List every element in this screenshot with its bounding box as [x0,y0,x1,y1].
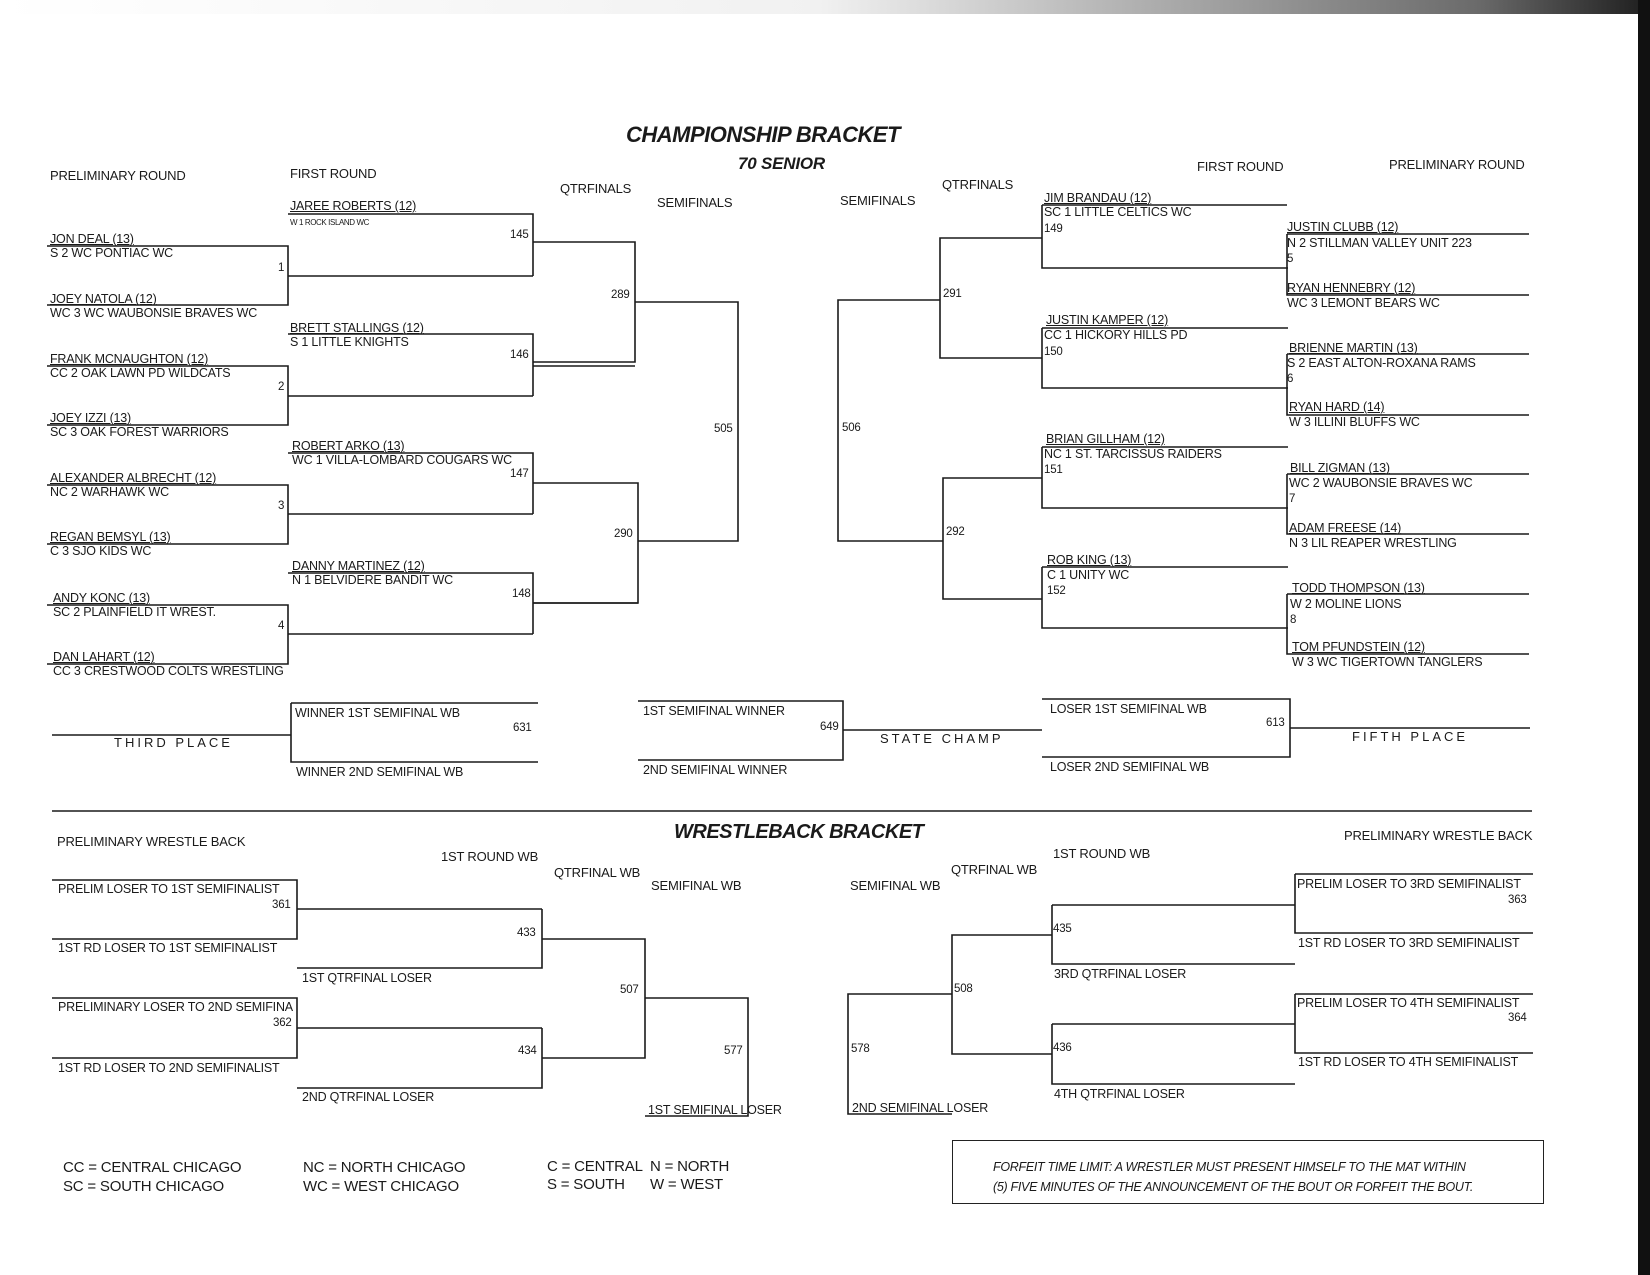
bout-number: 631 [513,722,532,734]
wrestler-name: FRANK MCNAUGHTON (12) [50,352,209,366]
wrestler-name: ALEXANDER ALBRECHT (12) [50,471,217,485]
bout-number: 145 [510,229,529,241]
wb-left-first-2 [297,1028,542,1088]
wb-slot: PRELIM LOSER TO 3RD SEMIFINALIST [1297,877,1521,891]
legend-item: SC = SOUTH CHICAGO [63,1178,225,1195]
wrestler-name: BRIAN GILLHAM (12) [1046,432,1165,446]
wrestler-team: SC 3 OAK FOREST WARRIORS [50,425,229,439]
bout-number: 508 [954,983,973,995]
bout-number: 362 [273,1017,292,1029]
wrestler-name: JUSTIN KAMPER (12) [1046,313,1169,327]
bout-number: 292 [946,526,965,538]
legend-item: WC = WEST CHICAGO [303,1178,459,1195]
bout-number: 2 [278,381,285,393]
wrestler-name: JIM BRANDAU (12) [1044,191,1152,205]
wb-loser-slot: 1ST QTRFINAL LOSER [302,971,432,985]
forfeit-notice-text [993,1157,1473,1197]
header-wb-qtr-left: QTRFINAL WB [554,865,641,880]
bout-number: 364 [1508,1012,1527,1024]
forfeit-notice-line1: FORFEIT TIME LIMIT: A WRESTLER MUST PRESENT HIMSELF TO THE MAT WITHIN [993,1160,1466,1174]
header-first-round-left: FIRST ROUND [290,166,377,181]
bout-number: 146 [510,349,529,361]
header-preliminary-left: PRELIMINARY ROUND [50,168,186,183]
wrestler-name: TODD THOMPSON (13) [1292,581,1425,595]
bout-number: 147 [510,468,529,480]
wrestler-name: REGAN BEMSYL (13) [50,530,171,544]
bout-number: 152 [1047,585,1066,597]
wb-slot: PRELIMINARY LOSER TO 2ND SEMIFINA [58,1000,293,1014]
header-semifinals-right: SEMIFINALS [840,193,916,208]
state-champ-label: STATE CHAMP [880,731,1004,746]
wrestler-team: WC 3 LEMONT BEARS WC [1287,296,1440,310]
bout-number: 577 [724,1045,743,1057]
wrestler-team: S 1 LITTLE KNIGHTS [290,335,409,349]
wb-slot: PRELIM LOSER TO 1ST SEMIFINALIST [58,882,280,896]
wb-slot-clip [58,1000,296,1014]
bout-number: 578 [851,1043,870,1055]
bout-number: 289 [611,289,630,301]
wrestler-name: JON DEAL (13) [50,232,134,246]
wrestler-team: WC 2 WAUBONSIE BRAVES WC [1289,476,1473,490]
wrestler-name: JUSTIN CLUBB (12) [1287,220,1399,234]
wrestler-team: W 3 WC TIGERTOWN TANGLERS [1292,655,1483,669]
wrestler-team: S 2 WC PONTIAC WC [50,246,173,260]
bout-number: 1 [278,262,285,274]
wrestler-name: BILL ZIGMAN (13) [1290,461,1390,475]
wrestler-team: WC 1 VILLA-LOMBARD COUGARS WC [292,453,512,467]
bout-number: 435 [1053,923,1072,935]
header-wb-first-left: 1ST ROUND WB [441,849,539,864]
wrestler-team: NC 1 ST. TARCISSUS RAIDERS [1044,447,1222,461]
fifth-place-top: LOSER 1ST SEMIFINAL WB [1050,702,1207,716]
wrestler-name: DANNY MARTINEZ (12) [292,559,425,573]
bout-number: 8 [1290,614,1297,626]
header-wb-prelim-left: PRELIMINARY WRESTLE BACK [57,834,246,849]
wrestler-team: N 2 STILLMAN VALLEY UNIT 223 [1287,236,1472,250]
wrestler-name: ROB KING (13) [1047,553,1132,567]
header-wb-qtr-right: QTRFINAL WB [951,862,1038,877]
legend-item: N = NORTH [650,1158,730,1175]
header-wb-first-right: 1ST ROUND WB [1053,846,1151,861]
wb-loser-slot: 2ND QTRFINAL LOSER [302,1090,435,1104]
header-wb-semi-right: SEMIFINAL WB [850,878,941,893]
third-place-bottom: WINNER 2ND SEMIFINAL WB [296,765,464,779]
legend-item: C = CENTRAL [547,1158,643,1175]
bout-number: 4 [278,620,285,632]
wb-slot: 1ST RD LOSER TO 1ST SEMIFINALIST [58,941,278,955]
bout-number: 5 [1287,253,1294,265]
wrestler-team: SC 2 PLAINFIELD IT WREST. [53,605,216,619]
wrestler-team: W 3 ILLINI BLUFFS WC [1289,415,1420,429]
header-wb-semi-left: SEMIFINAL WB [651,878,742,893]
forfeit-notice-line2: (5) FIVE MINUTES OF THE ANNOUNCEMENT OF THE BOUT OR FORFEIT THE BOUT. [993,1180,1474,1194]
wrestler-team: W 2 MOLINE LIONS [1290,597,1402,611]
bout-number: 3 [278,500,285,512]
wb-slot: PRELIM LOSER TO 4TH SEMIFINALIST [1297,996,1520,1010]
wb-semi-loser: 2ND SEMIFINAL LOSER [852,1101,989,1115]
wrestler-team: N 1 BELVIDERE BANDIT WC [292,573,453,587]
bout-number: 363 [1508,894,1527,906]
bout-number: 151 [1044,464,1063,476]
state-champ-top: 1ST SEMIFINAL WINNER [643,704,785,718]
legend-item: CC = CENTRAL CHICAGO [63,1159,242,1176]
header-qtrfinals-left: QTRFINALS [560,181,632,196]
wb-slot: 1ST RD LOSER TO 3RD SEMIFINALIST [1298,936,1520,950]
wrestler-team: SC 1 LITTLE CELTICS WC [1044,205,1192,219]
state-champ-bottom: 2ND SEMIFINAL WINNER [643,763,788,777]
wrestler-team: CC 3 CRESTWOOD COLTS WRESTLING [53,664,284,678]
header-preliminary-right: PRELIMINARY ROUND [1389,157,1525,172]
wb-loser-slot: 3RD QTRFINAL LOSER [1054,967,1187,981]
third-place-label: THIRD PLACE [114,735,233,750]
wb-slot: 1ST RD LOSER TO 4TH SEMIFINALIST [1298,1055,1519,1069]
bout-number: 505 [714,423,733,435]
bout-number: 436 [1053,1042,1072,1054]
bout-number: 434 [518,1045,537,1057]
wrestler-team: CC 2 OAK LAWN PD WILDCATS [50,366,231,380]
fifth-place-bottom: LOSER 2ND SEMIFINAL WB [1050,760,1210,774]
wrestler-name: ADAM FREESE (14) [1289,521,1402,535]
wrestler-team: NC 2 WARHAWK WC [50,485,169,499]
wrestleback-title: WRESTLEBACK BRACKET [674,821,924,843]
wrestler-name: RYAN HARD (14) [1289,400,1385,414]
wrestler-team: N 3 LIL REAPER WRESTLING [1289,536,1457,550]
weight-class: 70 SENIOR [738,154,826,173]
wb-slot: 1ST RD LOSER TO 2ND SEMIFINALIST [58,1061,280,1075]
fifth-place-label: FIFTH PLACE [1352,729,1469,744]
third-place-top: WINNER 1ST SEMIFINAL WB [295,706,460,720]
bout-number: 613 [1266,717,1285,729]
bout-number: 291 [943,288,962,300]
wb-loser-slot: 4TH QTRFINAL LOSER [1054,1087,1185,1101]
bout-number: 433 [517,927,536,939]
bout-number: 150 [1044,346,1063,358]
wrestler-name: RYAN HENNEBRY (12) [1287,281,1416,295]
wrestler-name: JOEY IZZI (13) [50,411,132,425]
bout-number: 649 [820,721,839,733]
wrestler-name: ROBERT ARKO (13) [292,439,405,453]
wrestler-team: S 2 EAST ALTON-ROXANA RAMS [1287,356,1476,370]
wrestler-team: CC 1 HICKORY HILLS PD [1044,328,1188,342]
bout-number: 290 [614,528,633,540]
header-qtrfinals-right: QTRFINALS [942,177,1014,192]
wrestler-team: WC 3 WC WAUBONSIE BRAVES WC [50,306,258,320]
wrestler-name: TOM PFUNDSTEIN (12) [1292,640,1425,654]
wrestler-name: JAREE ROBERTS (12) [290,199,417,213]
wrestler-name: BRETT STALLINGS (12) [290,321,424,335]
bout-number: 506 [842,422,861,434]
bout-number: 6 [1287,373,1294,385]
bout-number: 149 [1044,223,1063,235]
wrestler-team: C 1 UNITY WC [1047,568,1130,582]
wrestler-name: BRIENNE MARTIN (13) [1289,341,1418,355]
bout-number: 7 [1289,493,1296,505]
header-wb-prelim-right: PRELIMINARY WRESTLE BACK [1344,828,1533,843]
bout-number: 148 [512,588,531,600]
wrestler-team: C 3 SJO KIDS WC [50,544,152,558]
wrestler-team: W 1 ROCK ISLAND WC [290,218,370,227]
bout-number: 361 [272,899,291,911]
page-title: CHAMPIONSHIP BRACKET [626,122,900,147]
wrestler-name: ANDY KONC (13) [53,591,150,605]
bout-number: 507 [620,984,639,996]
forfeit-notice-box [952,1140,1544,1204]
wrestler-name: JOEY NATOLA (12) [50,292,157,306]
wrestler-name: DAN LAHART (12) [53,650,155,664]
header-semifinals-left: SEMIFINALS [657,195,733,210]
legend-item: S = SOUTH [547,1176,625,1193]
header-first-round-right: FIRST ROUND [1197,159,1284,174]
wb-right-first-2 [1052,1024,1295,1084]
wb-semi-loser: 1ST SEMIFINAL LOSER [648,1103,782,1117]
legend-item: W = WEST [650,1176,723,1193]
legend-item: NC = NORTH CHICAGO [303,1159,466,1176]
